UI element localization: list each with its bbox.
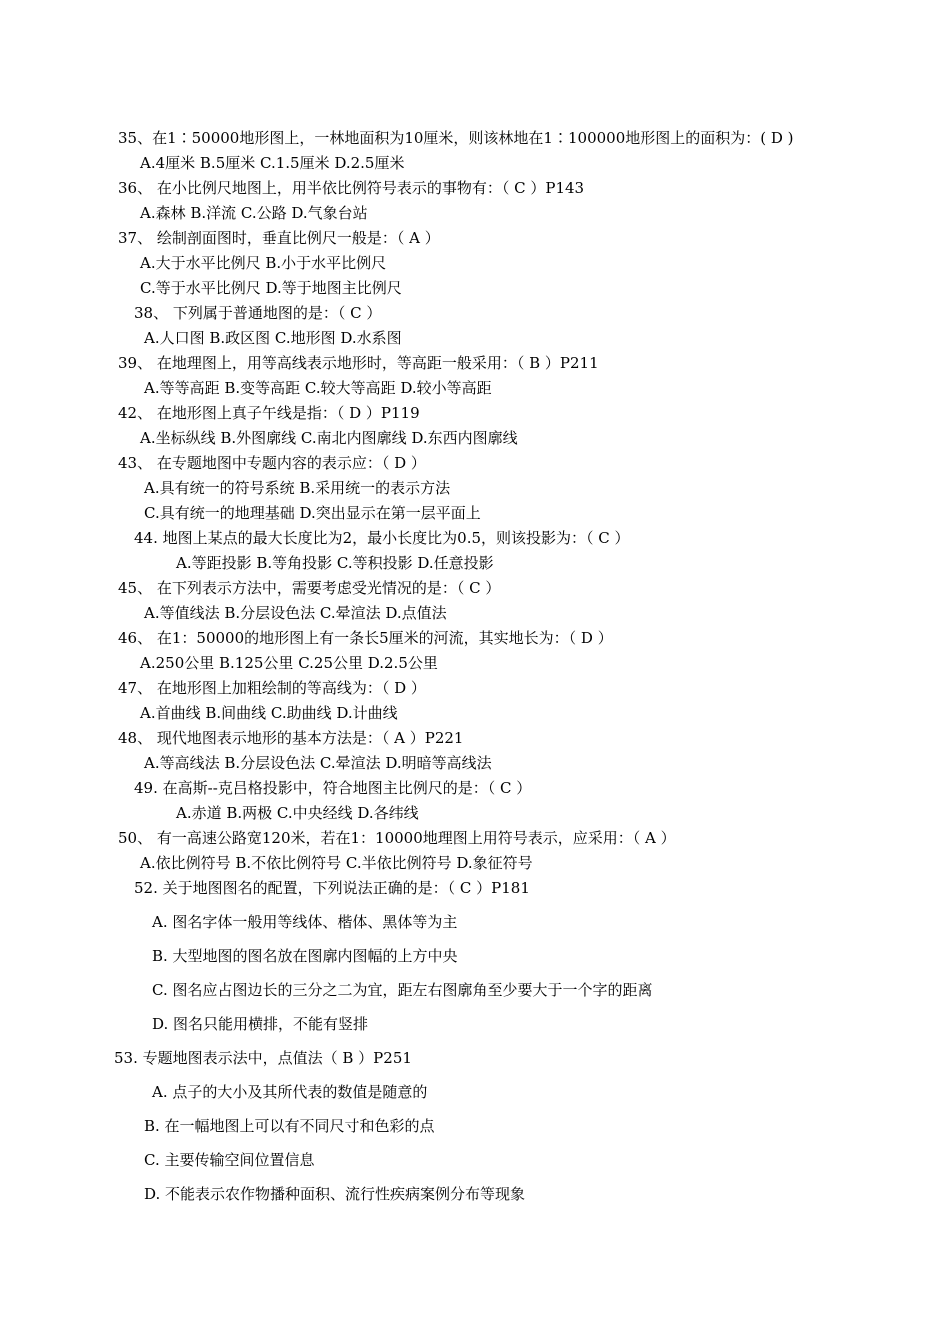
question-37-options-cd: C.等于水平比例尺 D.等于地图主比例尺 (140, 279, 402, 297)
question-46: 46、 在1：50000的地形图上有一条长5厘米的河流，其实地长为：（ D ） (118, 629, 613, 647)
question-50-options: A.依比例符号 B.不依比例符号 C.半依比例符号 D.象征符号 (140, 854, 533, 872)
question-46-options: A.250公里 B.125公里 C.25公里 D.2.5公里 (140, 654, 438, 672)
question-44: 44. 地图上某点的最大长度比为2，最小长度比为0.5，则该投影为：（ C ） (134, 529, 630, 547)
question-37-options-ab: A.大于水平比例尺 B.小于水平比例尺 (140, 254, 387, 272)
question-53-option-a: A. 点子的大小及其所代表的数值是随意的 (152, 1083, 428, 1101)
question-47-options: A.首曲线 B.间曲线 C.助曲线 D.计曲线 (140, 704, 398, 722)
question-35: 35、在1∶50000地形图上，一林地面积为10厘米，则该林地在1∶100000地形图上的面积为：( D ) (118, 129, 794, 147)
question-52-option-d: D. 图名只能用横排，不能有竖排 (152, 1015, 369, 1033)
question-36-options: A.森林 B.洋流 C.公路 D.气象台站 (140, 204, 368, 222)
question-48-options: A.等高线法 B.分层设色法 C.晕渲法 D.明暗等高线法 (144, 754, 492, 772)
question-42-options: A.坐标纵线 B.外图廓线 C.南北内图廓线 D.东西内图廓线 (140, 429, 518, 447)
question-53-option-c: C. 主要传输空间位置信息 (144, 1151, 315, 1169)
question-47: 47、 在地形图上加粗绘制的等高线为：（ D ） (118, 679, 426, 697)
question-53-option-d: D. 不能表示农作物播种面积、流行性疾病案例分布等现象 (144, 1185, 526, 1203)
question-53-option-b: B. 在一幅地图上可以有不同尺寸和色彩的点 (144, 1117, 435, 1135)
question-38-options: A.人口图 B.政区图 C.地形图 D.水系图 (144, 329, 402, 347)
question-36: 36、 在小比例尺地图上，用半依比例符号表示的事物有：（ C ）P143 (118, 179, 585, 197)
question-39-options: A.等等高距 B.变等高距 C.较大等高距 D.较小等高距 (144, 379, 492, 397)
question-48: 48、 现代地图表示地形的基本方法是：（ A ）P221 (118, 729, 464, 747)
question-45: 45、 在下列表示方法中，需要考虑受光情况的是：（ C ） (118, 579, 501, 597)
question-50: 50、 有一高速公路宽120米，若在1：10000地理图上用符号表示，应采用：（ A ） (118, 829, 676, 847)
question-52-option-b: B. 大型地图的图名放在图廓内图幅的上方中央 (152, 947, 458, 965)
question-38: 38、 下列属于普通地图的是：（ C ） (134, 304, 382, 322)
question-44-options: A.等距投影 B.等角投影 C.等积投影 D.任意投影 (176, 554, 494, 572)
question-49-options: A.赤道 B.两极 C.中央经线 D.各纬线 (176, 804, 419, 822)
question-43-options-ab: A.具有统一的符号系统 B.采用统一的表示方法 (144, 479, 451, 497)
question-35-options: A.4厘米 B.5厘米 C.1.5厘米 D.2.5厘米 (140, 154, 405, 172)
question-52: 52. 关于地图图名的配置，下列说法正确的是：（ C ）P181 (134, 879, 530, 897)
question-49: 49. 在高斯--克吕格投影中，符合地图主比例尺的是：（ C ） (134, 779, 532, 797)
question-53: 53. 专题地图表示法中，点值法（ B ）P251 (114, 1049, 412, 1067)
question-39: 39、 在地理图上，用等高线表示地形时，等高距一般采用：（ B ）P211 (118, 354, 599, 372)
question-52-option-c: C. 图名应占图边长的三分之二为宜，距左右图廓角至少要大于一个字的距离 (152, 981, 653, 999)
question-42: 42、 在地形图上真子午线是指：（ D ）P119 (118, 404, 420, 422)
question-43-options-cd: C.具有统一的地理基础 D.突出显示在第一层平面上 (144, 504, 481, 522)
question-43: 43、 在专题地图中专题内容的表示应：（ D ） (118, 454, 426, 472)
question-45-options: A.等值线法 B.分层设色法 C.晕渲法 D.点值法 (144, 604, 447, 622)
question-37: 37、 绘制剖面图时，垂直比例尺一般是：（ A ） (118, 229, 440, 247)
question-52-option-a: A. 图名字体一般用等线体、楷体、黑体等为主 (152, 913, 458, 931)
